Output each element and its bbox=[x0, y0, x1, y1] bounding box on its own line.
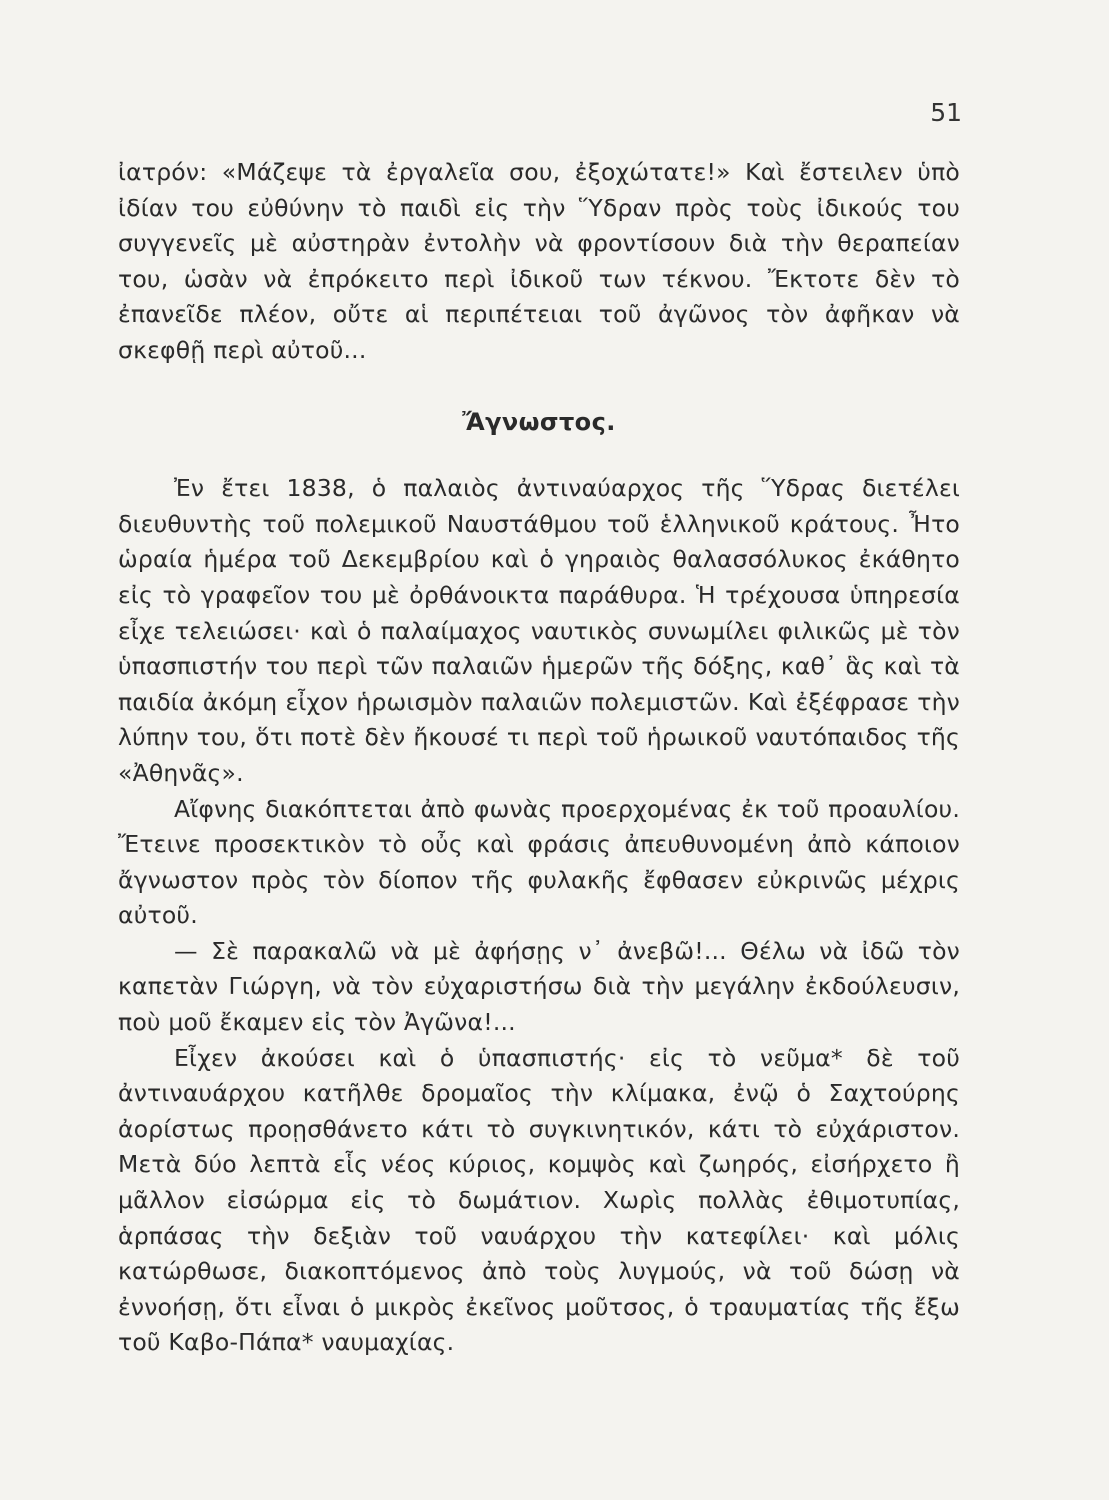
page-number: 51 bbox=[930, 98, 962, 127]
section-heading: Ἄγνωστος. bbox=[462, 407, 616, 436]
paragraph: Αἴφνης διακόπτεται ἀπὸ φωνὰς προερχομένας ἐκ τοῦ προαυλίου. Ἔτεινε προσεκτικὸν τὸ οὖς καὶ φράσις ἀπευθυνομένη ἀπὸ κάποιον ἄγνωστον πρὸς τὸν δίοπον τῆς φυλακῆς ἔφθασεν εὐκρινῶς μέχρις αὐτοῦ. bbox=[118, 794, 960, 930]
paragraph-continuation: ἰατρόν: «Μάζεψε τὰ ἐργαλεῖα σου, ἐξοχώτατε!» Καὶ ἔστειλεν ὑπὸ ἰδίαν του εὐθύνην τὸ παιδὶ εἰς τὴν Ὕδραν πρὸς τοὺς ἰδικούς του συγγενεῖς μὲ αὐστηρὰν ἐντολὴν νὰ φροντίσουν διὰ τὴν θεραπείαν του, ὡσὰν νὰ ἐπρόκειτο περὶ ἰδικοῦ των τέκνου. Ἔκτοτε δὲν τὸ ἐπανεῖδε πλέον, οὔτε αἱ περιπέτειαι τοῦ ἀγῶνος τὸν ἀφῆκαν νὰ σκεφθῇ περὶ αὐτοῦ... bbox=[118, 158, 960, 364]
paragraph: Ἐν ἔτει 1838, ὁ παλαιὸς ἀντιναύαρχος τῆς Ὕδρας διετέλει διευθυντὴς τοῦ πολεμικοῦ Ναυστάθμου τοῦ ἑλληνικοῦ κράτους. Ἦτο ὡραία ἡμέρα τοῦ Δεκεμβρίου καὶ ὁ γηραιὸς θαλασσόλυκος ἐκάθητο εἰς τὸ γραφεῖον του μὲ ὀρθάνοικτα παράθυρα. Ἡ τρέχουσα ὑπηρεσία εἶχε τελειώσει· καὶ ὁ παλαίμαχος ναυτικὸς συνωμίλει φιλικῶς μὲ τὸν ὑπασπιστήν του περὶ τῶν παλαιῶν ἡμερῶν τῆς δόξης, καθ᾽ ἃς καὶ τὰ παιδία ἀκόμη εἶχον ἡρωισμὸν παλαιῶν πολεμιστῶν. Καὶ ἐξέφρασε τὴν λύπην του, ὅτι ποτὲ δὲν ἤκουσέ τι περὶ τοῦ ἡρωικοῦ ναυτόπαιδος τῆς «Ἀθηνᾶς». bbox=[118, 474, 960, 787]
body-text bbox=[118, 155, 960, 1361]
paragraph: Εἶχεν ἀκούσει καὶ ὁ ὑπασπιστής· εἰς τὸ νεῦμα* δὲ τοῦ ἀντιναυάρχου κατῆλθε δρομαῖος τὴν κλίμακα, ἐνῷ ὁ Σαχτούρης ἀορίστως προῃσθάνετο κάτι τὸ συγκινητικόν, κάτι τὸ εὐχάριστον. Μετὰ δύο λεπτὰ εἷς νέος κύριος, κομψὸς καὶ ζωηρός, εἰσήρχετο ἢ μᾶλλον εἰσώρμα εἰς τὸ δωμάτιον. Χωρὶς πολλὰς ἐθιμοτυπίας, ἁρπάσας τὴν δεξιὰν τοῦ ναυάρχου τὴν κατεφίλει· καὶ μόλις κατώρθωσε, διακοπτόμενος ἀπὸ τοὺς λυγμούς, νὰ τοῦ δώσῃ νὰ ἐννοήσῃ, ὅτι εἶναι ὁ μικρὸς ἐκεῖνος μοῦτσος, ὁ τραυματίας τῆς ἔξω τοῦ Καβο-Πάπα* ναυμαχίας. bbox=[118, 1043, 960, 1357]
dialogue-paragraph: — Σὲ παρακαλῶ νὰ μὲ ἀφήσῃς ν᾽ ἀνεβῶ!... Θέλω νὰ ἰδῶ τὸν καπετὰν Γιώργη, νὰ τὸν εὐχαριστήσω διὰ τὴν μεγάλην ἐκδούλευσιν, ποὺ μοῦ ἔκαμεν εἰς τὸν Ἀγῶνα!... bbox=[118, 936, 960, 1037]
